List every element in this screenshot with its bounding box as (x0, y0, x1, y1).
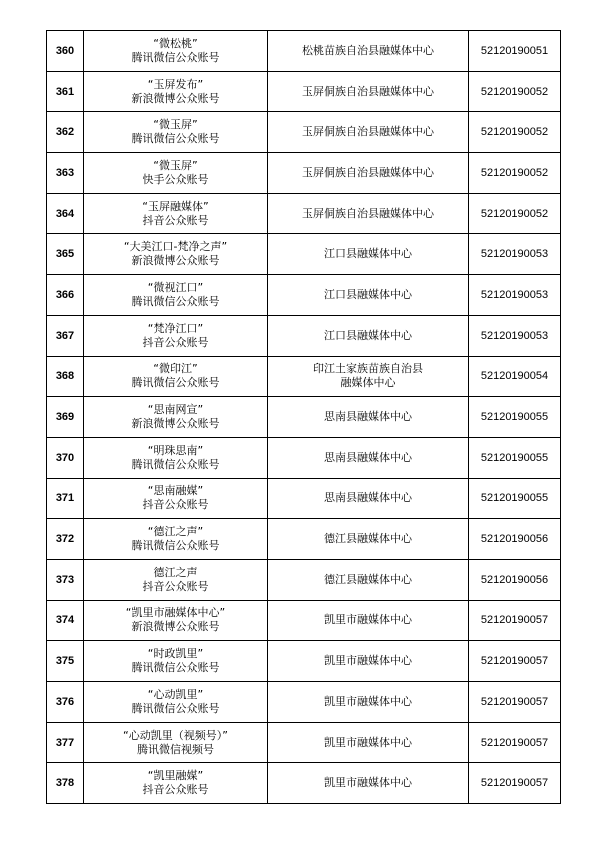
table-row (47, 600, 561, 641)
table-row (47, 397, 561, 438)
table-row (47, 315, 561, 356)
registry-table-body (47, 31, 561, 804)
operator-cell (268, 112, 469, 153)
table-row (47, 722, 561, 763)
table-row (47, 275, 561, 316)
operator-name: 思南县融媒体中心 (324, 450, 412, 464)
operator-name: 松桃苗族自治县融媒体中心 (302, 43, 434, 57)
account-type: 新浪微博公众账号 (131, 417, 220, 431)
account-cell (84, 641, 268, 682)
operator-name: 玉屏侗族自治县融媒体中心 (302, 125, 434, 139)
account-name: “玉屏融媒体” (142, 199, 209, 213)
row-number: 361 (47, 71, 84, 112)
operator-cell (268, 682, 469, 723)
operator-name: 凯里市融媒体中心 (324, 735, 412, 749)
account-cell (84, 234, 268, 275)
row-number: 375 (47, 641, 84, 682)
operator-cell (268, 275, 469, 316)
account-name: “心动凯里（视频号）” (123, 728, 228, 742)
account-name: “微松桃” (153, 36, 198, 50)
table-row (47, 356, 561, 397)
license-code: 52120190056 (469, 519, 561, 560)
operator-cell (268, 722, 469, 763)
operator-name: 江口县融媒体中心 (324, 287, 412, 301)
operator-cell (268, 641, 469, 682)
license-code: 52120190055 (469, 478, 561, 519)
operator-name: 凯里市融媒体中心 (324, 613, 412, 627)
account-type: 快手公众账号 (142, 172, 209, 186)
table-row (47, 559, 561, 600)
account-type: 腾讯微信公众账号 (131, 294, 220, 308)
account-cell (84, 315, 268, 356)
account-type: 腾讯微信公众账号 (131, 132, 220, 146)
license-code: 52120190051 (469, 31, 561, 72)
account-cell (84, 437, 268, 478)
row-number: 362 (47, 112, 84, 153)
account-type: 抖音公众账号 (142, 498, 209, 512)
account-name: “思南网宣” (147, 403, 204, 417)
row-number: 363 (47, 153, 84, 194)
operator-name: 印江土家族苗族自治县 (313, 362, 423, 376)
account-type: 腾讯微信公众账号 (131, 50, 220, 64)
account-type: 腾讯微信视频号 (137, 742, 214, 756)
license-code: 52120190052 (469, 153, 561, 194)
account-type: 腾讯微信公众账号 (131, 457, 220, 471)
operator-cell (268, 559, 469, 600)
account-cell (84, 763, 268, 804)
row-number: 376 (47, 682, 84, 723)
operator-name: 凯里市融媒体中心 (324, 694, 412, 708)
account-cell (84, 153, 268, 194)
operator-cell (268, 153, 469, 194)
operator-cell (268, 234, 469, 275)
operator-cell (268, 315, 469, 356)
account-cell (84, 559, 268, 600)
license-code: 52120190052 (469, 112, 561, 153)
account-name: “微印江” (153, 362, 198, 376)
account-name: “大美江口-梵净之声” (123, 240, 228, 254)
license-code: 52120190053 (469, 234, 561, 275)
table-row (47, 478, 561, 519)
registry-table (46, 30, 561, 804)
account-name: “心动凯里” (147, 687, 204, 701)
account-name: “德江之声” (147, 525, 204, 539)
license-code: 52120190053 (469, 275, 561, 316)
operator-cell (268, 71, 469, 112)
operator-name: 江口县融媒体中心 (324, 328, 412, 342)
license-code: 52120190057 (469, 682, 561, 723)
row-number: 372 (47, 519, 84, 560)
account-cell (84, 478, 268, 519)
row-number: 371 (47, 478, 84, 519)
account-type: 抖音公众账号 (142, 213, 209, 227)
account-name: “思南融媒” (147, 484, 204, 498)
row-number: 369 (47, 397, 84, 438)
row-number: 365 (47, 234, 84, 275)
operator-name: 玉屏侗族自治县融媒体中心 (302, 165, 434, 179)
account-name: “明珠思南” (147, 443, 204, 457)
account-type: 腾讯微信公众账号 (131, 376, 220, 390)
operator-name: 思南县融媒体中心 (324, 410, 412, 424)
operator-cell (268, 397, 469, 438)
table-row (47, 519, 561, 560)
row-number: 367 (47, 315, 84, 356)
operator-name: 玉屏侗族自治县融媒体中心 (302, 84, 434, 98)
account-name: “微玉屏” (153, 158, 198, 172)
operator-cell (268, 763, 469, 804)
operator-cell (268, 31, 469, 72)
license-code: 52120190057 (469, 722, 561, 763)
operator-name: 凯里市融媒体中心 (324, 654, 412, 668)
account-name: “微视江口” (147, 280, 204, 294)
operator-cell (268, 519, 469, 560)
account-cell (84, 682, 268, 723)
account-name: “玉屏发布” (147, 77, 204, 91)
operator-name: 德江县融媒体中心 (324, 572, 412, 586)
table-row (47, 31, 561, 72)
operator-name: 融媒体中心 (340, 376, 396, 390)
row-number: 364 (47, 193, 84, 234)
operator-name: 德江县融媒体中心 (324, 532, 412, 546)
license-code: 52120190054 (469, 356, 561, 397)
row-number: 366 (47, 275, 84, 316)
license-code: 52120190057 (469, 600, 561, 641)
table-row (47, 153, 561, 194)
account-cell (84, 31, 268, 72)
license-code: 52120190056 (469, 559, 561, 600)
account-name: “凯里市融媒体中心” (125, 606, 226, 620)
operator-name: 江口县融媒体中心 (324, 247, 412, 261)
account-type: 抖音公众账号 (142, 335, 209, 349)
license-code: 52120190055 (469, 397, 561, 438)
account-cell (84, 397, 268, 438)
row-number: 370 (47, 437, 84, 478)
row-number: 373 (47, 559, 84, 600)
account-cell (84, 356, 268, 397)
account-cell (84, 71, 268, 112)
operator-cell (268, 600, 469, 641)
operator-name: 思南县融媒体中心 (324, 491, 412, 505)
account-type: 新浪微博公众账号 (131, 91, 220, 105)
table-row (47, 234, 561, 275)
account-type: 抖音公众账号 (142, 579, 209, 593)
license-code: 52120190057 (469, 763, 561, 804)
table-row (47, 437, 561, 478)
operator-cell (268, 356, 469, 397)
table-row (47, 641, 561, 682)
license-code: 52120190057 (469, 641, 561, 682)
account-type: 抖音公众账号 (142, 783, 209, 797)
account-type: 腾讯微信公众账号 (131, 661, 220, 675)
account-cell (84, 112, 268, 153)
table-row (47, 193, 561, 234)
license-code: 52120190052 (469, 193, 561, 234)
account-cell (84, 722, 268, 763)
account-cell (84, 193, 268, 234)
account-type: 新浪微博公众账号 (131, 620, 220, 634)
account-name: “凯里融媒” (147, 769, 204, 783)
row-number: 374 (47, 600, 84, 641)
account-cell (84, 519, 268, 560)
license-code: 52120190052 (469, 71, 561, 112)
table-row (47, 763, 561, 804)
account-type: 腾讯微信公众账号 (131, 539, 220, 553)
operator-cell (268, 437, 469, 478)
row-number: 368 (47, 356, 84, 397)
account-cell (84, 275, 268, 316)
account-name: “梵净江口” (147, 321, 204, 335)
row-number: 377 (47, 722, 84, 763)
operator-name: 玉屏侗族自治县融媒体中心 (302, 206, 434, 220)
table-row (47, 71, 561, 112)
license-code: 52120190053 (469, 315, 561, 356)
table-row (47, 112, 561, 153)
table-row (47, 682, 561, 723)
account-name: “微玉屏” (153, 118, 198, 132)
account-type: 腾讯微信公众账号 (131, 701, 220, 715)
license-code: 52120190055 (469, 437, 561, 478)
operator-cell (268, 193, 469, 234)
operator-cell (268, 478, 469, 519)
operator-name: 凯里市融媒体中心 (324, 776, 412, 790)
account-name: 德江之声 (153, 565, 198, 579)
row-number: 378 (47, 763, 84, 804)
account-cell (84, 600, 268, 641)
account-name: “时政凯里” (147, 647, 204, 661)
account-type: 新浪微博公众账号 (131, 254, 220, 268)
row-number: 360 (47, 31, 84, 72)
